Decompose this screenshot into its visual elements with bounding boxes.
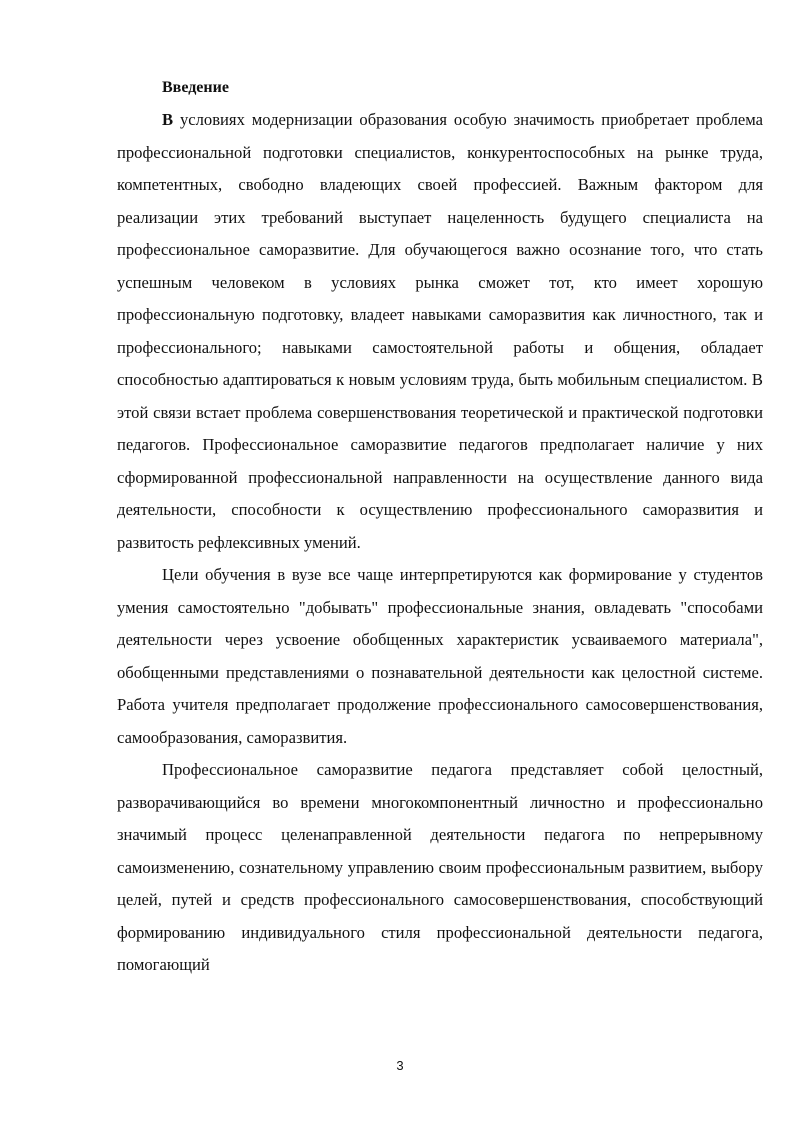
paragraph-1-lead-letter: В: [162, 110, 174, 129]
paragraph-1: [117, 104, 763, 559]
section-heading: Введение: [162, 79, 229, 96]
paragraph-2: Цели обучения в вузе все чаще интерпретируются как формирование у студентов умения самостоятельно "добывать" профессиональные знания, овладевать "способами деятельности через усвоение обобщенных характеристик усваиваемого материала", обобщенными представлениями о познавательной деятельности как целостной системе. Работа учителя предполагает продолжение профессионального самосовершенствования, самообразования, саморазвития.: [117, 565, 763, 747]
paragraph-3: Профессиональное саморазвитие педагога представляет собой целостный, разворачивающийся во времени многокомпонентный личностно и профессионально значимый процесс целенаправленной деятельности педагога по непрерывному самоизменению, сознательному управлению своим профессиональным развитием, выбору целей, путей и средств профессионального самосовершенствования, способствующий формированию индивидуального стиля профессиональной деятельности педагога, помогающий: [117, 760, 763, 974]
page-number: 3: [396, 1058, 404, 1073]
paragraph-1-text: условиях модернизации образования особую значимость приобретает проблема профессиональной подготовки специалистов, конкурентоспособных на рынке труда, компетентных, свободно владеющих своей профессией. Важным фактором для реализации этих требований выступает нацеленность будущего специалиста на профессиональное саморазвитие. Для обучающегося важно осознание того, что стать успешным человеком в условиях рынка сможет тот, кто имеет хорошую профессиональную подготовку, владеет навыками саморазвития как личностного, так и профессионального; навыками самостоятельной работы и общения, обладает способностью адаптироваться к новым условиям труда, быть мобильным специалистом. В этой связи встает проблема совершенствования теоретической и практической подготовки педагогов. Профессиональное саморазвитие педагогов предполагает наличие у них сформированной профессиональной направленности на осуществление данного вида деятельности, способности к осуществлению профессионального саморазвития и развитость рефлексивных умений.: [117, 110, 763, 552]
page-content: [117, 72, 763, 982]
